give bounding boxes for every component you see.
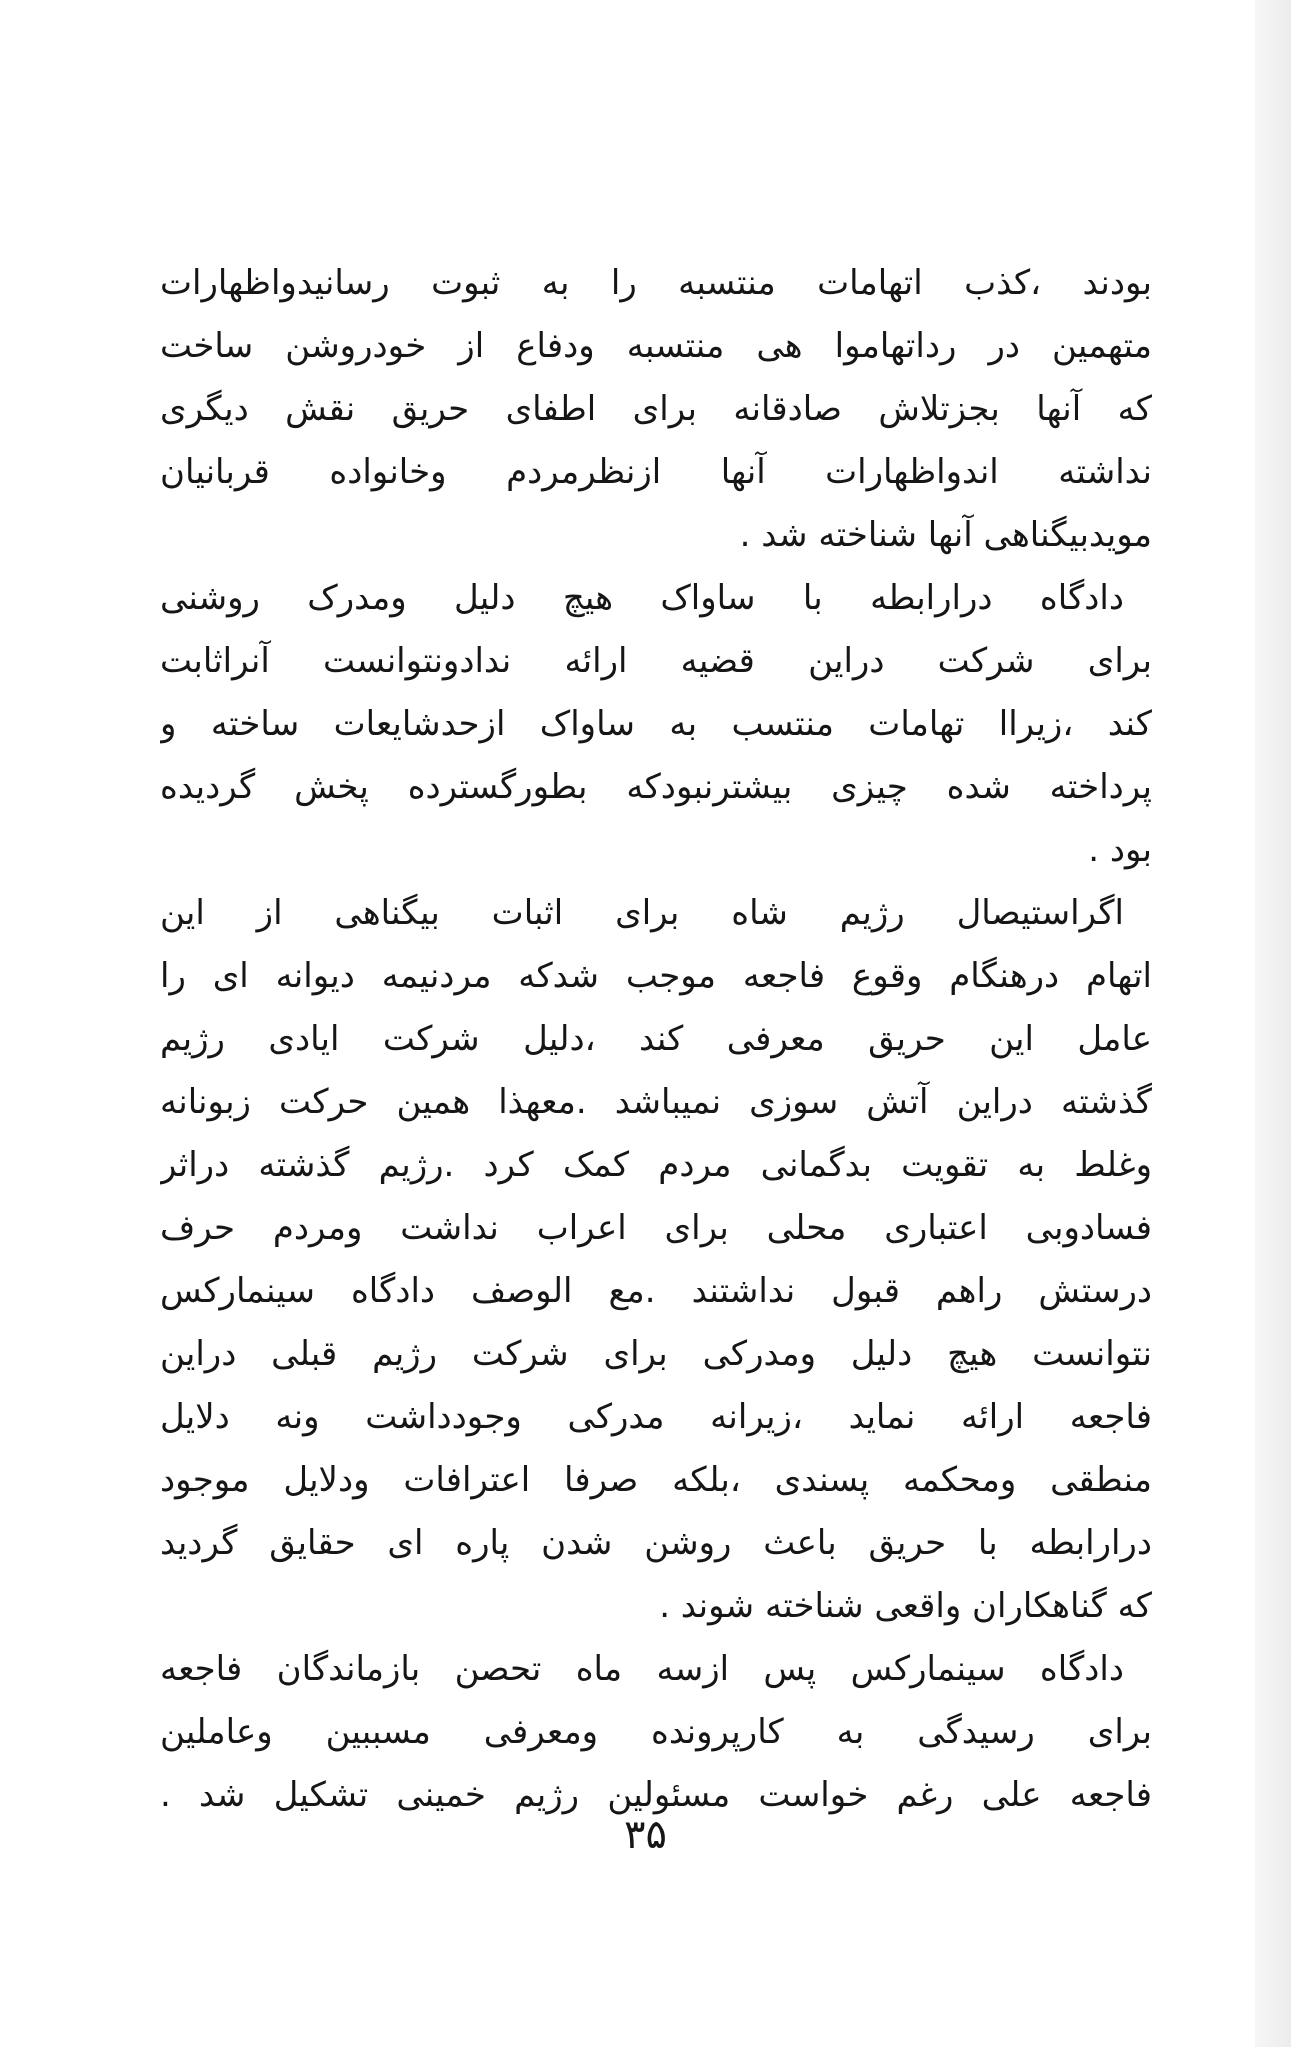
text-line: وغلط به تقویت بدگمانی مردم کمک کرد .رژیم گذشته دراثر <box>160 1145 1152 1185</box>
text-line: برای رسیدگی به کارپرونده ومعرفی مسببین وعاملین <box>160 1712 1152 1752</box>
text-line: بودند ،کذب اتهامات منتسبه را به ثبوت رسانیدواظهارات <box>160 263 1152 303</box>
text-line: پرداخته شده چیزی بیشترنبودکه بطورگسترده پخش گردیده <box>160 767 1152 807</box>
text-line: متهمین در رداتهاموا هی منتسبه ودفاع از خودروشن ساخت <box>160 326 1152 366</box>
text-line: نتوانست هیچ دلیل ومدرکی برای شرکت رژیم قبلی دراین <box>160 1334 1152 1374</box>
page-edge-shadow <box>1255 0 1291 2047</box>
paragraph-1 <box>160 252 1152 567</box>
text-line: درارابطه با حریق باعث روشن شدن پاره ای حقایق گردید <box>160 1523 1152 1563</box>
text-line: اتهام درهنگام وقوع فاجعه موجب شدکه مردنیمه دیوانه ای را <box>160 956 1152 996</box>
text-line: مویدبیگناهی آنها شناخته شد . <box>739 515 1152 555</box>
text-line: بود . <box>1088 830 1152 870</box>
text-line: دادگاه سینمارکس پس ازسه ماه تحصن بازماندگان فاجعه <box>160 1649 1124 1689</box>
paragraph-3 <box>160 882 1152 1638</box>
text-line: عامل این حریق معرفی کند ،دلیل شرکت ایادی رژیم <box>160 1019 1152 1059</box>
paragraph-2 <box>160 567 1152 882</box>
text-line: دادگاه درارابطه با ساواک هیچ دلیل ومدرک روشنی <box>160 578 1124 618</box>
paragraph-4 <box>160 1638 1152 1827</box>
body-text <box>160 252 1152 1827</box>
text-line: فسادوبی اعتباری محلی برای اعراب نداشت ومردم حرف <box>160 1208 1152 1248</box>
text-line: که آنها بجزتلاش صادقانه برای اطفای حریق نقش دیگری <box>160 389 1152 429</box>
page-number: ۳۵ <box>624 1812 667 1858</box>
text-line: فاجعه ارائه نماید ،زیرانه مدرکی وجودداشت ونه دلایل <box>160 1397 1152 1437</box>
text-line: فاجعه علی رغم خواست مسئولین رژیم خمینی تشکیل شد . <box>160 1775 1152 1815</box>
text-line: برای شرکت دراین قضیه ارائه ندادونتوانست آنراثابت <box>160 641 1152 681</box>
text-line: که گناهکاران واقعی شناخته شوند . <box>659 1586 1152 1626</box>
text-line: گذشته دراین آتش سوزی نمیباشد .معهذا همین حرکت زبونانه <box>160 1082 1152 1122</box>
text-line: اگراستیصال رژیم شاه برای اثبات بیگناهی از این <box>160 893 1124 933</box>
text-line: کند ،زیراا تهامات منتسب به ساواک ازحدشایعات ساخته و <box>160 704 1152 744</box>
text-line: نداشته اندواظهارات آنها ازنظرمردم وخانواده قربانیان <box>160 452 1152 492</box>
text-line: منطقی ومحکمه پسندی ،بلکه صرفا اعترافات ودلایل موجود <box>160 1460 1152 1500</box>
text-line: درستش راهم قبول نداشتند .مع الوصف دادگاه سینمارکس <box>160 1271 1152 1311</box>
